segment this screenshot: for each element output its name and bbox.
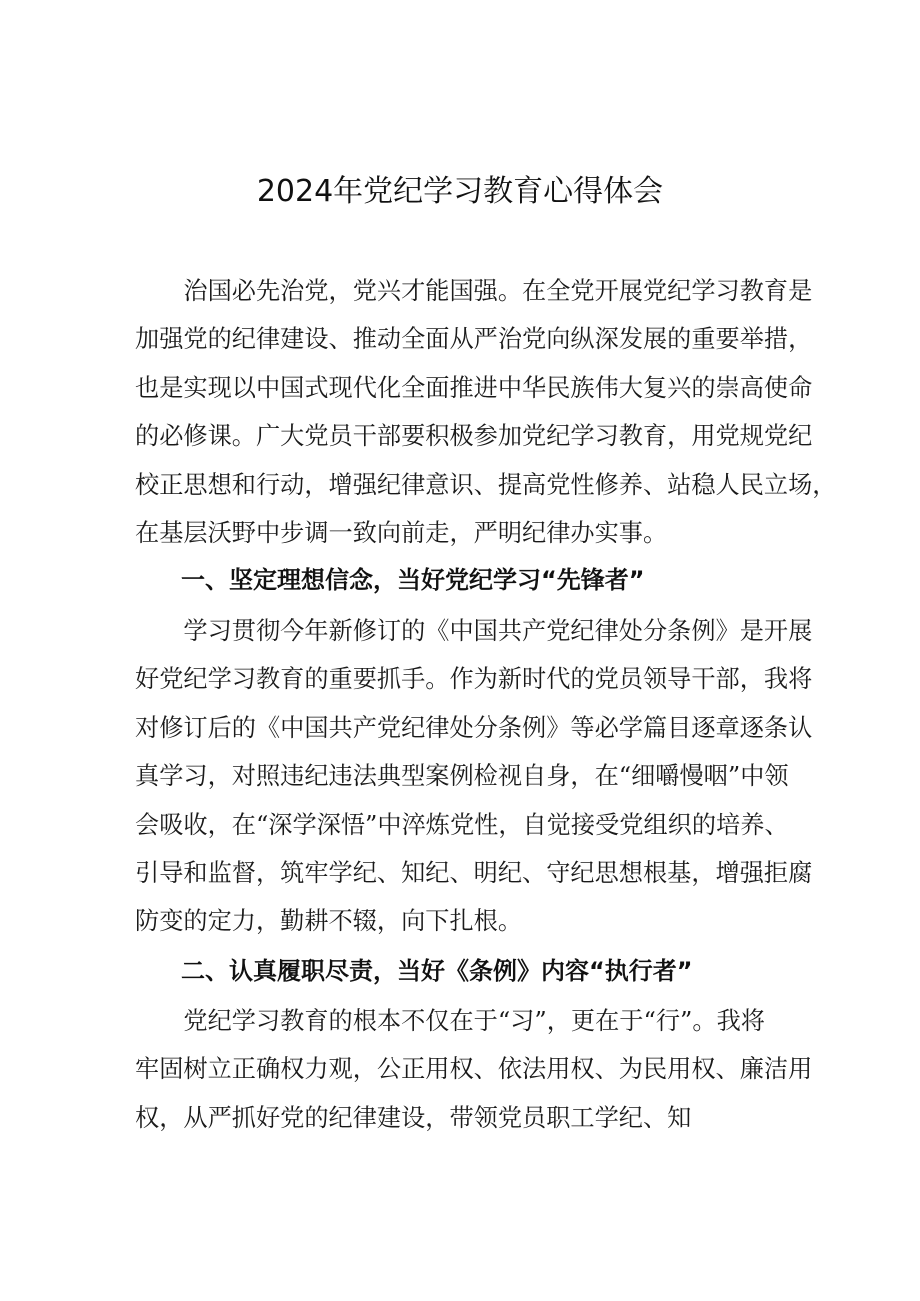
- paragraph-line: 对修订后的《中国共产党纪律处分条例》等必学篇目逐章逐条认: [135, 713, 813, 742]
- paragraph-line: 防变的定力，勤耕不辍，向下扎根。: [135, 907, 523, 936]
- section-2-paragraph: [135, 997, 813, 1142]
- paragraph-line: 党纪学习教育的根本不仅在于“习”，更在于“行”。我将: [135, 1007, 765, 1035]
- section-2-heading: 二、认真履职尽责，当好《条例》内容“执行者”: [181, 957, 693, 985]
- section-1-heading: 一、坚定理想信念，当好党纪学习“先锋者”: [181, 566, 645, 594]
- paragraph-line: 会吸收，在“深学深悟”中淬炼党性，自觉接受党组织的培养、: [135, 810, 789, 839]
- paragraph-line: 牢固树立正确权力观，公正用权、依法用权、为民用权、廉洁用: [135, 1055, 813, 1084]
- paragraph-line: 的必修课。广大党员干部要积极参加党纪学习教育，用党规党纪: [135, 422, 813, 451]
- intro-paragraph: [135, 267, 837, 557]
- paragraph-line: 学习贯彻今年新修订的《中国共产党纪律处分条例》是开展: [135, 617, 813, 645]
- section-1-paragraph: [135, 607, 813, 946]
- paragraph-line: 也是实现以中国式现代化全面推进中华民族伟大复兴的崇高使命: [135, 373, 813, 402]
- paragraph-line: 在基层沃野中步调一致向前走，严明纪律办实事。: [135, 518, 668, 547]
- paragraph-line: 校正思想和行动，增强纪律意识、提高党性修养、站稳人民立场，: [135, 470, 837, 499]
- document-title: 2024年党纪学习教育心得体会: [256, 174, 664, 209]
- paragraph-line: 引导和监督，筑牢学纪、知纪、明纪、守纪思想根基，增强拒腐: [135, 858, 813, 887]
- paragraph-line: 加强党的纪律建设、推动全面从严治党向纵深发展的重要举措，: [135, 325, 813, 354]
- paragraph-line: 真学习，对照违纪违法典型案例检视自身，在“细嚼慢咽”中领: [135, 762, 789, 791]
- paragraph-line: 好党纪学习教育的重要抓手。作为新时代的党员领导干部，我将: [135, 665, 813, 694]
- paragraph-line: 治国必先治党，党兴才能国强。在全党开展党纪学习教育是: [135, 277, 813, 305]
- paragraph-line: 权，从严抓好党的纪律建设，带领党员职工学纪、知: [135, 1103, 692, 1132]
